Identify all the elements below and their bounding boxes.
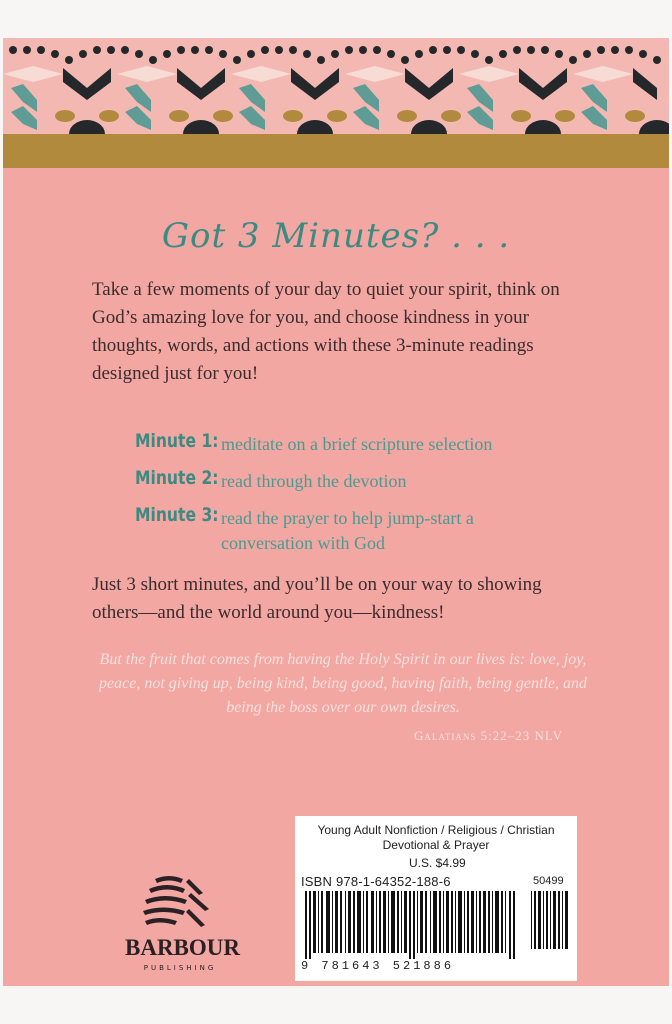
minute-label: Minute 1: [135, 430, 219, 452]
scripture-reference: Galatians 5:22–23 NLV [413, 728, 563, 743]
isbn-label: ISBN 978-1-64352-188-6 [301, 874, 451, 889]
closing-paragraph: Just 3 short minutes, and you’ll be on your way to showing others—and the world around you—kindness! [92, 574, 542, 623]
category-label: Young Adult Nonfiction / Religious / Christian Devotional & Prayer [317, 823, 555, 852]
minute-label: Minute 2: [135, 467, 219, 489]
open-book-icon [125, 873, 235, 935]
cover-heading: Got 3 Minutes? . . . [161, 216, 511, 256]
intro-paragraph: Take a few moments of your day to quiet your spirit, think on God’s amazing love for you, and choose kindness in your thoughts, words, and actions with these 3-minute readings designed just for you! [92, 279, 560, 384]
book-back-cover [3, 38, 669, 986]
minute-item [135, 430, 585, 457]
minute-item [135, 504, 585, 556]
price-barcode [531, 891, 571, 949]
minute-label: Minute 3: [135, 504, 219, 526]
decorative-pattern-band [3, 38, 669, 134]
publisher-logo [125, 873, 241, 986]
isbn-barcode [305, 891, 519, 959]
minute-item [135, 467, 585, 494]
price-code-label: 50499 [533, 875, 564, 887]
pattern-artwork [3, 38, 669, 134]
minute-description: read through the devotion [221, 471, 407, 491]
publisher-name: BARBOUR [125, 935, 241, 960]
minutes-list [135, 430, 585, 566]
barcode-panel [295, 816, 577, 981]
scripture-quote: But the fruit that comes from having the Holy Spirit in our lives is: love, joy, peace, not giving up, being kind, being good, having faith, being gentle, and being the boss over our own desires. [99, 651, 587, 716]
barcode-digits: 9 781643 521886 [301, 959, 455, 973]
gold-border-band [3, 134, 669, 168]
publisher-subtitle: PUBLISHING [143, 964, 217, 972]
price-label: U.S. $4.99 [409, 856, 466, 870]
minute-description: meditate on a brief scripture selection [221, 434, 493, 454]
minute-description: read the prayer to help jump-start a conversation with God [221, 508, 474, 553]
